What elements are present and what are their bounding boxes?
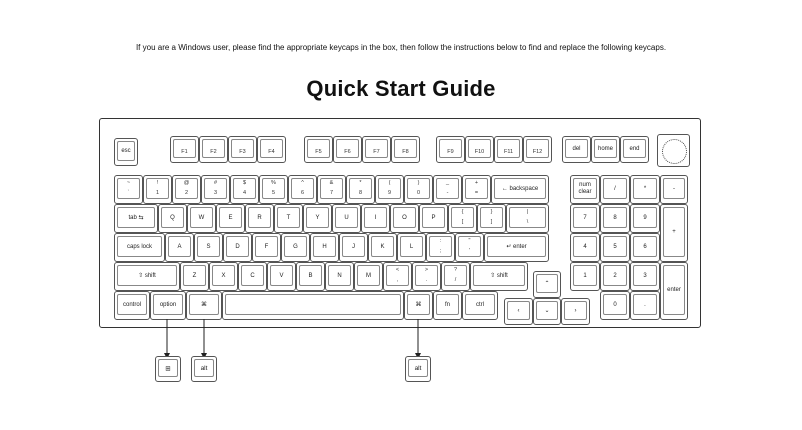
key-c: C — [238, 262, 267, 291]
key-f9: F9 — [436, 136, 465, 163]
key-slash: ? / — [441, 262, 470, 291]
key-esc: esc — [114, 138, 138, 166]
key-f7: F7 — [362, 136, 391, 163]
key-f: F — [252, 233, 281, 262]
key-spacebar — [222, 291, 404, 320]
key-f12: F12 — [523, 136, 552, 163]
key-tab: tab ⇆ — [114, 204, 158, 233]
key-left-shift: ⇧ shift — [114, 262, 180, 291]
key-numpad-enter: enter — [660, 262, 688, 320]
key-numpad-dot: . — [630, 291, 660, 320]
key-0: ) 0 — [404, 175, 433, 204]
key-a: A — [165, 233, 194, 262]
key-right-shift: ⇧ shift — [470, 262, 528, 291]
replacement-key-alt-right: alt — [405, 356, 431, 382]
key-e: E — [216, 204, 245, 233]
key-numpad-multiply: * — [630, 175, 660, 204]
key-2: @ 2 — [172, 175, 201, 204]
key-1: ! 1 — [143, 175, 172, 204]
key-down-arrow: ⌄ — [533, 298, 561, 325]
key-numpad-9: 9 — [630, 204, 660, 233]
windows-icon: ⊞ — [165, 365, 171, 373]
key-f3: F3 — [228, 136, 257, 163]
key-u: U — [332, 204, 361, 233]
key-num-clear: num clear — [570, 175, 600, 204]
key-o: O — [390, 204, 419, 233]
key-numpad-plus: + — [660, 204, 688, 262]
key-h: H — [310, 233, 339, 262]
key-6: ^ 6 — [288, 175, 317, 204]
key-d: D — [223, 233, 252, 262]
key-equal: + = — [462, 175, 491, 204]
key-option: option — [150, 291, 186, 320]
key-3: # 3 — [201, 175, 230, 204]
key-s: S — [194, 233, 223, 262]
key-numpad-2: 2 — [600, 262, 630, 291]
key-numpad-7: 7 — [570, 204, 600, 233]
key-end: end — [620, 136, 649, 163]
key-y: Y — [303, 204, 332, 233]
key-numpad-0: 0 — [600, 291, 630, 320]
key-m: M — [354, 262, 383, 291]
replacement-key-windows — [155, 356, 181, 382]
key-rbracket: } ] — [477, 204, 506, 233]
key-left-arrow: ‹ — [504, 298, 533, 325]
key-f4: F4 — [257, 136, 286, 163]
key-right-arrow: › — [561, 298, 590, 325]
key-z: Z — [180, 262, 209, 291]
key-numpad-5: 5 — [600, 233, 630, 262]
key-grave: ~ ` — [114, 175, 143, 204]
key-semicolon: : ; — [426, 233, 455, 262]
key-period: > . — [412, 262, 441, 291]
key-v: V — [267, 262, 296, 291]
key-j: J — [339, 233, 368, 262]
key-p: P — [419, 204, 448, 233]
key-8: * 8 — [346, 175, 375, 204]
replacement-key-alt-left: alt — [191, 356, 217, 382]
key-numpad-4: 4 — [570, 233, 600, 262]
key-f8: F8 — [391, 136, 420, 163]
key-4: $ 4 — [230, 175, 259, 204]
key-numpad-minus: - — [660, 175, 688, 204]
key-numpad-1: 1 — [570, 262, 600, 291]
key-right-command: ⌘ — [404, 291, 433, 320]
key-x: X — [209, 262, 238, 291]
key-fn: fn — [433, 291, 462, 320]
key-f10: F10 — [465, 136, 494, 163]
key-numpad-6: 6 — [630, 233, 660, 262]
key-q: Q — [158, 204, 187, 233]
key-del: del — [562, 136, 591, 163]
key-quote: " ' — [455, 233, 484, 262]
key-ctrl: ctrl — [462, 291, 498, 320]
key-f1: F1 — [170, 136, 199, 163]
key-backspace: ← backspace — [491, 175, 549, 204]
key-9: ( 9 — [375, 175, 404, 204]
key-l: L — [397, 233, 426, 262]
key-up-arrow: ⌃ — [533, 271, 561, 298]
key-numpad-divide: / — [600, 175, 630, 204]
key-numpad-3: 3 — [630, 262, 660, 291]
key-comma: < , — [383, 262, 412, 291]
key-control: control — [114, 291, 150, 320]
intro-text: If you are a Windows user, please find the appropriate keycaps in the box, then follow the instructions below to find and replace the following keycaps. — [135, 43, 667, 52]
key-5: % 5 — [259, 175, 288, 204]
key-numpad-8: 8 — [600, 204, 630, 233]
key-backslash: | \ — [506, 204, 549, 233]
key-t: T — [274, 204, 303, 233]
page-title: Quick Start Guide — [306, 76, 496, 101]
key-minus: _ - — [433, 175, 462, 204]
key-enter: ↵ enter — [484, 233, 549, 262]
key-f5: F5 — [304, 136, 333, 163]
key-left-command: ⌘ — [186, 291, 222, 320]
key-f11: F11 — [494, 136, 523, 163]
key-home: home — [591, 136, 620, 163]
key-r: R — [245, 204, 274, 233]
key-lbracket: { [ — [448, 204, 477, 233]
key-b: B — [296, 262, 325, 291]
key-g: G — [281, 233, 310, 262]
key-7: & 7 — [317, 175, 346, 204]
key-f6: F6 — [333, 136, 362, 163]
key-n: N — [325, 262, 354, 291]
key-caps-lock: caps lock — [114, 233, 165, 262]
key-w: W — [187, 204, 216, 233]
rotary-knob — [657, 134, 690, 167]
key-f2: F2 — [199, 136, 228, 163]
key-k: K — [368, 233, 397, 262]
key-i: I — [361, 204, 390, 233]
